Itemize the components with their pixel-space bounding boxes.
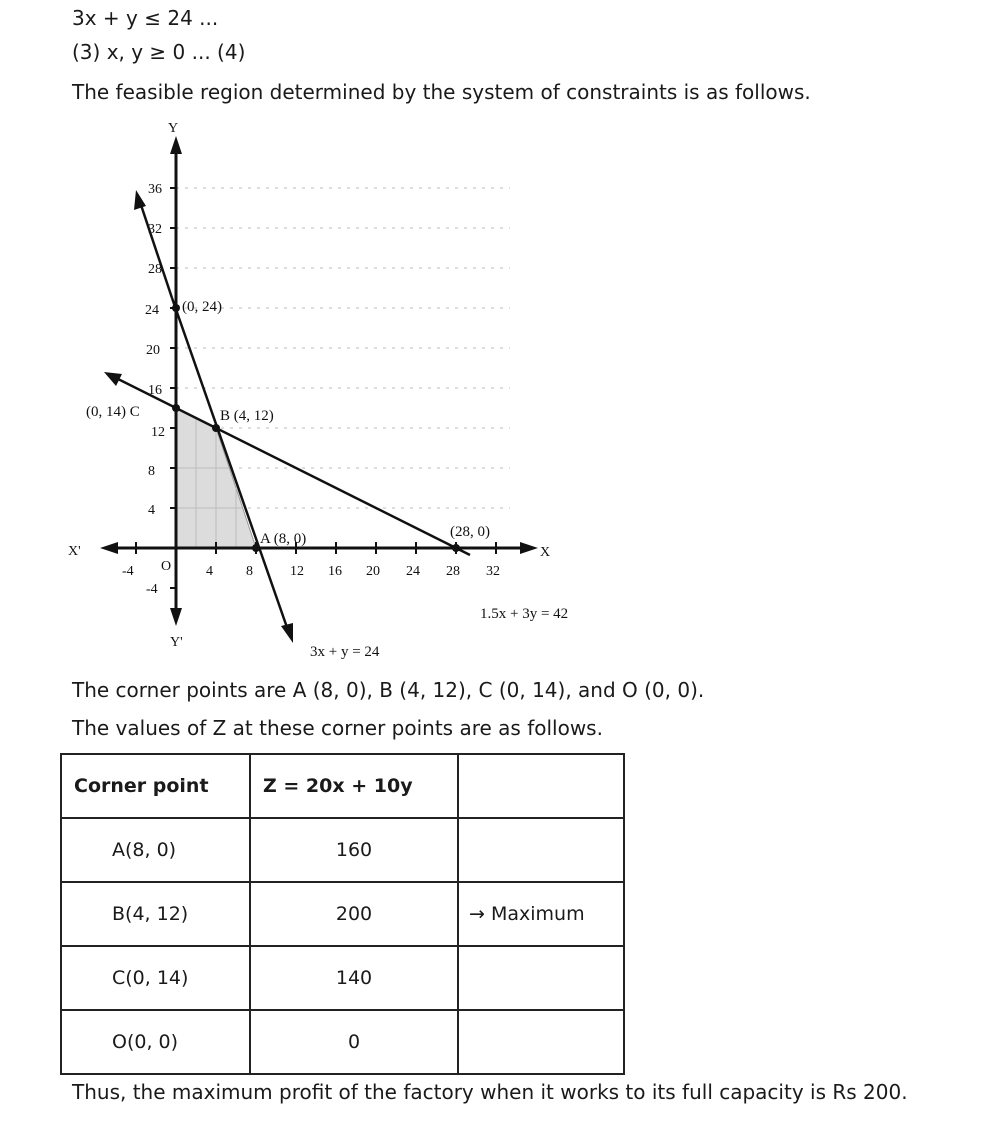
- y-tick-label: 20: [146, 343, 160, 358]
- table-row: [61, 818, 624, 882]
- y-tick-label: 12: [151, 425, 165, 440]
- y-tick-label: 28: [148, 262, 162, 277]
- feasible-region-intro: The feasible region determined by the system of constraints is as follows.: [72, 80, 811, 104]
- table-row: [61, 946, 624, 1010]
- x-tick-label: 4: [206, 564, 213, 579]
- corner-point-table: [60, 753, 625, 1075]
- x-tick-label: 8: [246, 564, 253, 579]
- table-row: [61, 882, 624, 946]
- x-axis-label-left: X': [68, 544, 81, 559]
- y-axis-label-bottom: Y': [170, 635, 183, 650]
- x-axis-arrow-left: [100, 542, 118, 554]
- y-tick-label: 32: [148, 222, 162, 237]
- y-tick-label: 8: [148, 464, 155, 479]
- table-header-corner-point: Corner point: [61, 754, 250, 818]
- x-tick-label: 24: [406, 564, 420, 579]
- axes: [110, 143, 530, 618]
- conclusion-text: Thus, the maximum profit of the factory when it works to its full capacity is Rs 200.: [72, 1080, 908, 1104]
- x-tick-label: -4: [122, 564, 134, 579]
- constraint-line-3: 3x + y ≤ 24 ...: [72, 6, 219, 30]
- x-tick-label: 16: [328, 564, 342, 579]
- x-tick-label: 28: [446, 564, 460, 579]
- upper-left-line-segment: [140, 202, 172, 298]
- x-axis-arrow-right: [520, 542, 538, 554]
- table-cell-note: [458, 1010, 624, 1074]
- table-header-z: Z = 20x + 10y: [250, 754, 458, 818]
- table-cell-point: A(8, 0): [61, 818, 250, 882]
- table-cell-note: [458, 946, 624, 1010]
- feasible-region-graph: [60, 118, 620, 668]
- table-cell-z: 140: [250, 946, 458, 1010]
- values-intro-text: The values of Z at these corner points are as follows.: [72, 716, 603, 740]
- equation-label-1: 1.5x + 3y = 42: [480, 606, 569, 622]
- point-label-b: B (4, 12): [220, 408, 274, 424]
- y-axis-arrow-down: [170, 608, 182, 626]
- point-label-28-0: (28, 0): [450, 524, 490, 540]
- table-cell-z: 0: [250, 1010, 458, 1074]
- table-cell-z: 200: [250, 882, 458, 946]
- constraint-line-4: (3) x, y ≥ 0 ... (4): [72, 40, 246, 64]
- x-tick-label: 12: [290, 564, 304, 579]
- table-cell-point: C(0, 14): [61, 946, 250, 1010]
- y-tick-label: 4: [148, 503, 155, 518]
- x-axis-label-right: X: [540, 545, 551, 560]
- table-row: [61, 1010, 624, 1074]
- y-tick-label: -4: [146, 582, 158, 597]
- x-tick-label: 32: [486, 564, 500, 579]
- corner-points-text: The corner points are A (8, 0), B (4, 12), C (0, 14), and O (0, 0).: [72, 678, 705, 702]
- y-axis-label-top: Y: [168, 121, 179, 136]
- table-cell-point: O(0, 0): [61, 1010, 250, 1074]
- y-axis-arrow-up: [170, 136, 182, 154]
- table-cell-z: 160: [250, 818, 458, 882]
- table-cell-note: → Maximum: [458, 882, 624, 946]
- y-tick-label: 36: [148, 182, 162, 197]
- point-label-0-24: (0, 24): [182, 299, 222, 315]
- equation-label-2: 3x + y = 24: [310, 644, 380, 660]
- line-1-5x-plus-3y-42-arrow: [104, 372, 122, 386]
- point-label-a: A (8, 0): [260, 531, 307, 547]
- x-tick-label: 20: [366, 564, 380, 579]
- table-header-empty: [458, 754, 624, 818]
- line-1-5x-plus-3y-42: [112, 376, 470, 555]
- table-cell-point: B(4, 12): [61, 882, 250, 946]
- line-3x-plus-y-24-arrow: [281, 623, 293, 643]
- left-line-arrow-top: [134, 190, 146, 210]
- y-tick-label: 16: [148, 383, 162, 398]
- origin-label: O: [161, 559, 172, 574]
- point-label-c: (0, 14) C: [86, 404, 140, 420]
- table-cell-note: [458, 818, 624, 882]
- y-tick-label: 24: [145, 303, 159, 318]
- table-header-row: [61, 754, 624, 818]
